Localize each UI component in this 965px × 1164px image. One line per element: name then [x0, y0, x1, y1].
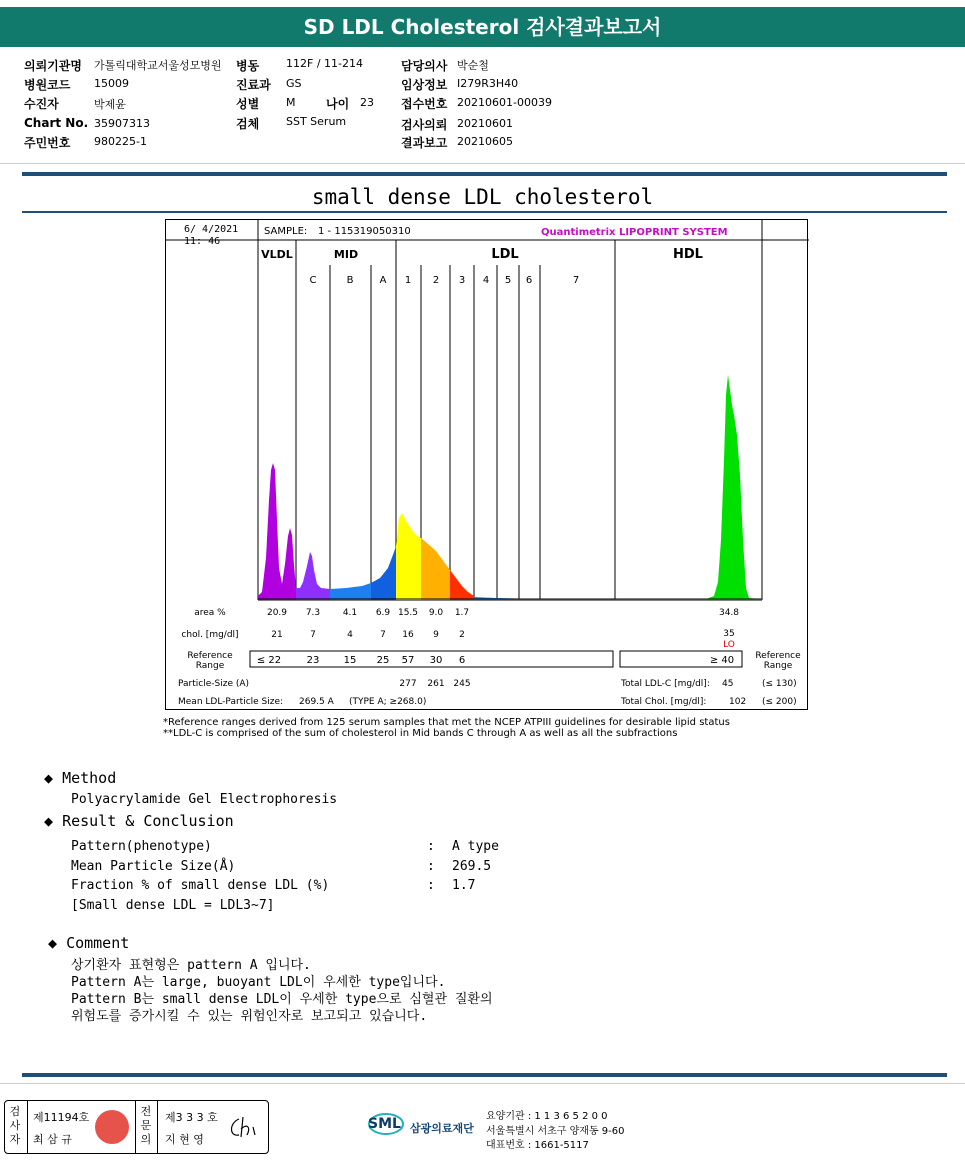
sample-label: SAMPLE: [264, 226, 308, 237]
chol-value: 7 [380, 630, 386, 640]
pi-label: 임상정보 [401, 78, 448, 92]
pi-label: 검체 [236, 117, 260, 131]
ref-value: 57 [401, 655, 415, 666]
total-ldl-ref: (≤ 130) [762, 679, 797, 689]
sample-id: 1 - 115319050310 [318, 226, 411, 237]
pi-label: 병원코드 [24, 78, 71, 92]
pi-value: SST Serum [286, 115, 347, 128]
group-label: LDL [491, 247, 519, 262]
mid-peak-c [296, 552, 330, 600]
divider [157, 1101, 158, 1153]
vldl-peak [258, 463, 296, 600]
result-colon: : [427, 859, 435, 874]
pi-value: 20210605 [457, 135, 513, 148]
mean-size-type: (TYPE A; ≥268.0) [349, 697, 427, 707]
pi-label: 진료과 [236, 78, 271, 92]
band-label: B [346, 275, 354, 286]
ref-value: 6 [458, 655, 466, 666]
chol-value: 21 [271, 630, 283, 640]
total-chol-value: 102 [729, 697, 747, 707]
area-value: 9.0 [428, 608, 444, 618]
pi-label: 결과보고 [401, 136, 448, 150]
group-label: MID [333, 248, 359, 261]
method-heading: ◆ Method [44, 769, 117, 787]
seal-icon [95, 1110, 129, 1144]
pi-value: 박순철 [457, 59, 489, 72]
mid-peak-a [371, 546, 396, 600]
ref-value: 25 [376, 655, 390, 666]
result-heading: ◆ Result & Conclusion [44, 812, 234, 830]
pi-label: 나이 [326, 97, 350, 111]
ref-value: 30 [429, 655, 443, 666]
pi-value: 박제윤 [94, 98, 126, 111]
total-chol-label: Total Chol. [mg/dl]: [621, 697, 707, 707]
divider [22, 211, 947, 213]
pi-label: 수진자 [24, 97, 59, 111]
chol-value: 35 [723, 629, 735, 639]
area-value: 6.9 [375, 608, 391, 618]
org-logo: SML [368, 1116, 401, 1132]
area-value: 34.8 [718, 608, 740, 618]
ref-value: 23 [306, 655, 320, 666]
ref-label: Reference [187, 651, 233, 661]
total-chol-ref: (≤ 200) [762, 697, 797, 707]
ldl1-peak [396, 513, 421, 600]
brand-label: Quantimetrix LIPOPRINT SYSTEM [541, 227, 728, 238]
divider [22, 172, 947, 176]
chol-value: 2 [459, 630, 465, 640]
result-colon: : [427, 878, 435, 893]
band-label: 1 [404, 275, 412, 286]
pi-label: 담당의사 [401, 59, 448, 73]
pi-label: 의뢰기관명 [24, 59, 82, 73]
mean-size-label: Mean LDL-Particle Size: [178, 697, 284, 707]
particle-size-value: 261 [427, 679, 445, 689]
expert-no: 제3 3 3 호 [165, 1111, 218, 1124]
band-label: 2 [432, 275, 440, 286]
band-label: 4 [482, 275, 490, 286]
hdl-peak [615, 375, 762, 600]
signature-box [4, 1100, 269, 1154]
org-line: 요양기관 : 1 1 3 6 5 2 0 0 [486, 1111, 608, 1122]
footnote: *Reference ranges derived from 125 serum samples that met the NCEP ATPIII guidelines for desirable lipid status [163, 717, 730, 728]
band-label: 5 [504, 275, 512, 286]
chol-value: 4 [347, 630, 353, 640]
pi-label: Chart No. [24, 116, 89, 130]
result-value: A type [452, 839, 499, 854]
chart-date: 6/ 4/2021 [184, 224, 239, 235]
total-ldl-label: Total LDL-C [mg/dl]: [621, 679, 710, 689]
band-label: 3 [458, 275, 466, 286]
pi-value: I279R3H40 [457, 77, 519, 90]
chart-time: 11: 46 [184, 236, 221, 247]
result-value: 1.7 [452, 878, 476, 893]
result-colon: : [427, 839, 435, 854]
mean-size-value: 269.5 A [299, 697, 334, 707]
comment-line: Pattern B는 small dense LDL이 우세한 type으로 심혈관 질환의 [71, 992, 493, 1007]
pi-value: 15009 [94, 77, 129, 90]
pi-label: 주민번호 [24, 136, 71, 150]
row-label: chol. [mg/dl] [181, 630, 239, 640]
pi-label: 병동 [236, 59, 260, 73]
pi-value: 112F / 11-214 [286, 57, 363, 70]
band-label: 6 [525, 275, 533, 286]
pi-value: M [286, 96, 296, 109]
pi-value: 20210601-00039 [457, 96, 552, 109]
area-value: 4.1 [342, 608, 358, 618]
area-value: 1.7 [454, 608, 470, 618]
org-name: 삼광의료재단 [410, 1122, 474, 1135]
group-label: VLDL [261, 248, 293, 261]
org-line: 서울특별시 서초구 양재동 9-60 [486, 1126, 625, 1137]
band-label: A [379, 275, 387, 286]
mid-peak-b [330, 583, 371, 600]
divider [22, 1073, 947, 1077]
chol-value: 9 [433, 630, 439, 640]
comment-line: 위험도를 증가시킬 수 있는 위험인자로 보고되고 있습니다. [71, 1009, 428, 1024]
pi-value: GS [286, 77, 302, 90]
band-label: 7 [572, 275, 580, 286]
area-value: 15.5 [397, 608, 419, 618]
chol-value: 16 [402, 630, 414, 640]
sml-logo-icon [366, 1108, 406, 1140]
pi-value: 23 [360, 96, 374, 109]
result-label: Fraction % of small dense LDL (%) [71, 878, 330, 893]
pi-value: 35907313 [94, 117, 150, 130]
total-ldl-value: 45 [722, 679, 734, 689]
comment-line: Pattern A는 large, buoyant LDL이 우세한 type입니다. [71, 975, 446, 990]
divider [27, 1101, 28, 1153]
tester-name: 최 삼 규 [33, 1133, 72, 1146]
divider [0, 1083, 965, 1084]
result-label: Pattern(phenotype) [71, 839, 212, 854]
comment-line: 상기환자 표현형은 pattern A 입니다. [71, 958, 311, 973]
report-title: SD LDL Cholesterol 검사결과보고서 [0, 7, 965, 47]
pi-label: 접수번호 [401, 97, 448, 111]
ref-label: Range [195, 661, 225, 671]
pi-label: 성별 [236, 97, 260, 111]
signature-icon [225, 1113, 265, 1143]
pi-value: 980225-1 [94, 135, 147, 148]
area-value: 20.9 [266, 608, 288, 618]
result-value: 269.5 [452, 859, 492, 874]
tester-label: 검사자 [9, 1105, 21, 1146]
divider [0, 163, 965, 164]
divider [135, 1101, 136, 1153]
result-label: Mean Particle Size(Å) [71, 859, 236, 874]
expert-name: 지 현 영 [165, 1133, 204, 1146]
ref-label-right: Range [763, 661, 793, 671]
pi-value: 20210601 [457, 117, 513, 130]
comment-heading: ◆ Comment [48, 934, 130, 952]
footnote: **LDL-C is comprised of the sum of cholesterol in Mid bands C through A as well as all the subfractions [163, 728, 678, 739]
chart-svg [166, 220, 809, 711]
section-title: small dense LDL cholesterol [311, 185, 654, 209]
method-text: Polyacrylamide Gel Electrophoresis [71, 792, 338, 807]
row-label: area % [194, 608, 226, 618]
particle-size-value: 277 [399, 679, 417, 689]
ldl3-peak [450, 570, 474, 600]
ldl2-peak [421, 538, 450, 600]
pi-value: 가톨릭대학교서울성모병원 [94, 59, 222, 72]
tester-no: 제11194호 [33, 1111, 90, 1124]
result-note: [Small dense LDL = LDL3~7] [71, 898, 275, 913]
area-value: 7.3 [305, 608, 321, 618]
pi-label: 검사의뢰 [401, 118, 448, 132]
ref-value: 15 [343, 655, 357, 666]
group-label: HDL [673, 247, 703, 262]
org-line: 대표번호 : 1661-5117 [486, 1140, 589, 1151]
ref-value: ≤ 22 [256, 655, 282, 666]
particle-size-value: 245 [453, 679, 471, 689]
expert-label: 전문의 [140, 1105, 152, 1146]
particle-size-label: Particle-Size (A) [178, 679, 250, 689]
band-label: C [309, 275, 317, 286]
lipoprint-chart [165, 219, 808, 710]
ref-value: ≥ 40 [709, 655, 735, 666]
hdl-flag: LO [723, 640, 735, 650]
chol-value: 7 [310, 630, 316, 640]
ref-label-right: Reference [755, 651, 801, 661]
